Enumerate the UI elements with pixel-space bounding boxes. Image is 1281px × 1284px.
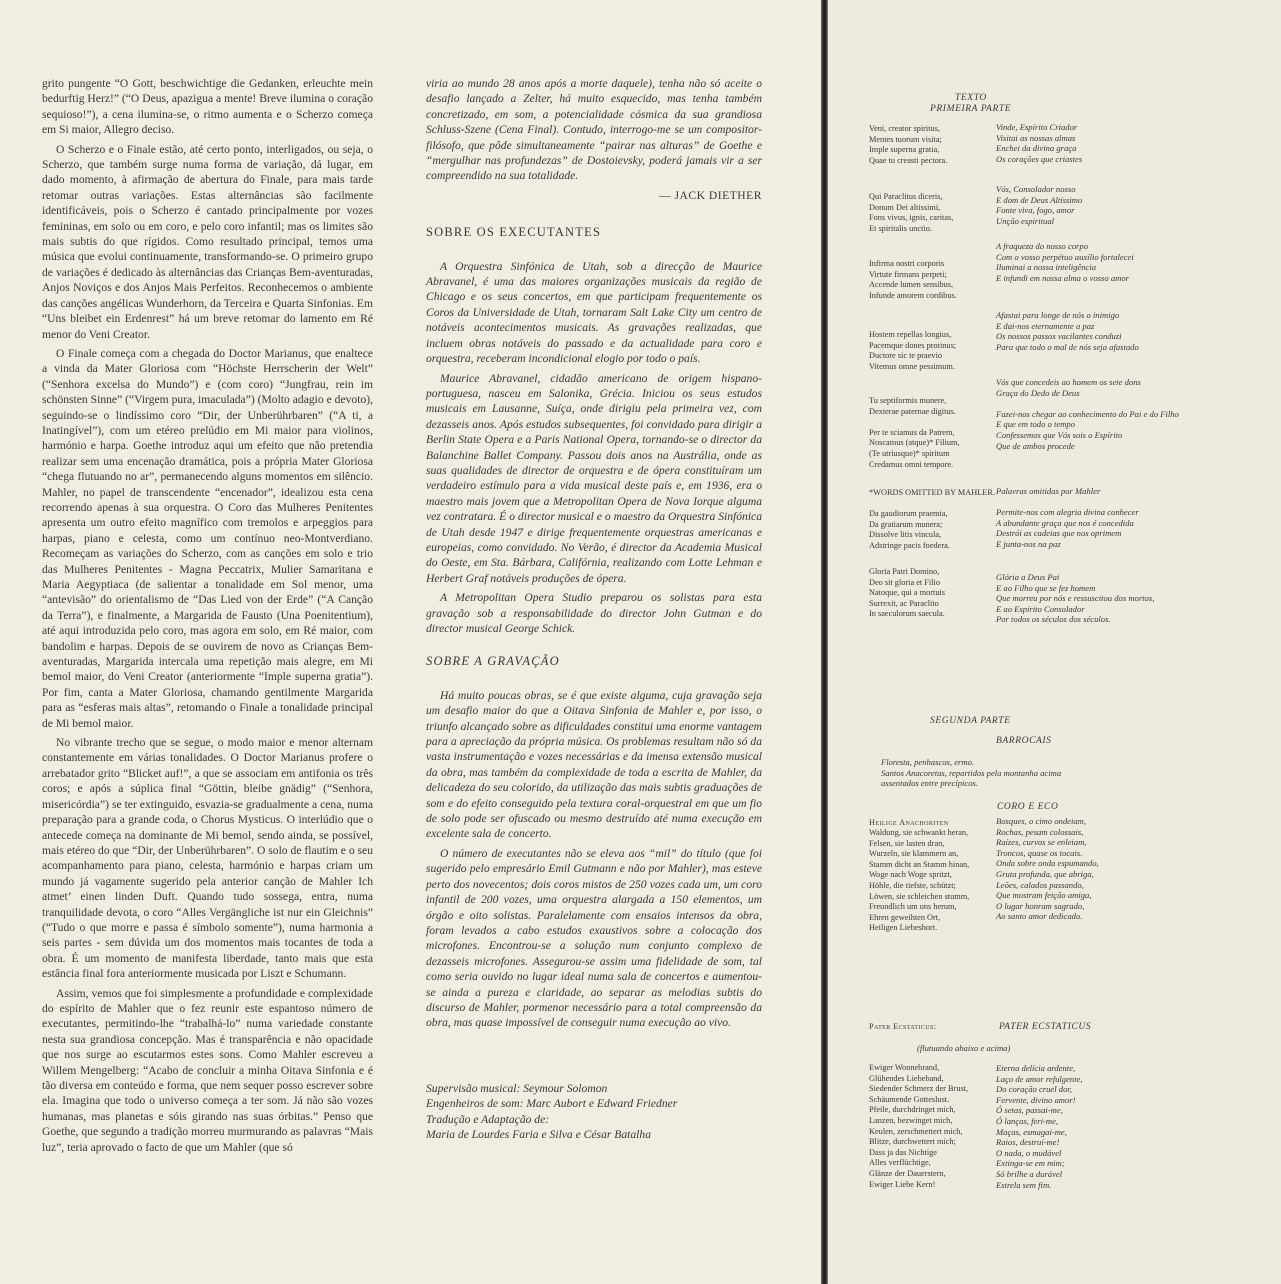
verse-line: Imple superna gratia,: [869, 145, 940, 155]
verse-line: E ao Filho que se fez homem: [996, 582, 1096, 593]
verse-line: Per te sciamus da Patrem,: [869, 427, 955, 437]
verse-line: assentados entre precípicos.: [881, 778, 978, 789]
barrocais-directions: [881, 757, 1121, 789]
heading-texto: TEXTO: [955, 93, 987, 103]
paragraph: O Scherzo e o Finale estão, até certo ponto, interligados, ou seja, o Scherzo, que também surge numa forma de variação, dá lugar, em dado momento, à afirmação de abertura do Finale, para mais tarde retomar outras variações. Estas alternâncias são facilmente identificáveis, pois o Scherzo é cantado principalmente por vozes femininas, em solo ou em coro, e pelo coro infantil; mas os limites são mais subtis do que rígidos. Como resultado principal, temos uma música que evolui continuamente, transformando-se. O primeiro grupo de variações é dedicado às alternâncias das Crianças Bem-aventuradas, Anjos Noviços e dos Anjos Mais Perfeitos. Reconhecemos o ambiente das canções angélicas Wunderhorn, da Terceira e Quarta Sinfonias. Em “Uns bleibet ein Erdenrest” há um breve retomar do lamento em Ré menor do Veni Creator.: [42, 142, 373, 341]
verse-line: Fonte viva, fogo, amor: [996, 205, 1075, 216]
verse-line: Raízes, curvas se enleiam,: [996, 837, 1087, 848]
verse-line: Bosques, o cimo ondeiam,: [996, 816, 1086, 826]
verse-line: Da gratiarum munera;: [869, 519, 943, 529]
verse-line: Afastai para longe de nós o inimigo: [996, 310, 1120, 320]
stanza-port: [996, 184, 1171, 226]
verse-line: Ductore sic te praevio: [869, 351, 943, 361]
verse-line: Eterna delícia ardente,: [996, 1063, 1076, 1073]
verse-line: Noscamus (atque)* Filium,: [869, 438, 960, 448]
verse-line: Alles verflüchtige,: [869, 1158, 931, 1168]
verse-line: Glühendes Liebeband,: [869, 1073, 944, 1083]
verse-line: Gloria Patri Domino,: [869, 567, 940, 576]
verse-line: Glänze der Dauerstern,: [869, 1168, 946, 1178]
paragraph: Assim, vemos que foi simplesmente a profundidade e complexidade do espírito de Mahler que o fez reunir este espantoso número de executantes, permitindo-lhe “trabalhá-lo” numa variedade constante nesta sua grandiosa concepção. Mas é transparência e não opacidade que nos surge ao escutarmos estes sons. Como Mahler escreveu a Willem Mengelberg: “Acabo de concluir a minha Oitava Sinfonia e é tão diversa em conteúdo e forma, que nem sequer posso escrever sobre ela. Imagina que todo o universo começa a ter som. Já não são vozes humanas, mas planetas e sóis girando nas suas órbitas.” Penso que Goethe, que segundo a tradição morreu murmurando as palavras “Mais luz”, teria aprovado o facto de que um Mahler (que só: [42, 986, 373, 1154]
verse-line: [996, 497, 1171, 508]
verse-line: Palavras omitidas por Mahler: [996, 486, 1101, 496]
verse-line: Destrói as cadeias que nos oprimem: [996, 528, 1122, 539]
portuguese-verse: [996, 1063, 1171, 1190]
stanza-latin: [869, 259, 991, 301]
stanza-port: [996, 241, 1171, 283]
stanza-latin: [869, 488, 995, 552]
verse-line: Dexterae paternae digitus.: [869, 406, 956, 416]
verse-line: Infunde amorem cordibus.: [869, 290, 957, 300]
stanza-latin: [869, 396, 991, 470]
verse-line: Blitze, durchwettert mich;: [869, 1137, 956, 1147]
speaker-pater: Pater Ecstaticus:: [869, 1022, 937, 1031]
verse-line: Surrexit, ac Paraclito: [869, 598, 939, 608]
verse-line: Para que todo o mal de nós seja afastado: [996, 341, 1139, 352]
verse-line: Keulen, zerschmettert mich,: [869, 1126, 963, 1136]
verse-line: Natoque, qui a mortuis: [869, 588, 946, 598]
verse-line: Credamus omni tempore.: [869, 459, 954, 469]
verse-line: [869, 499, 991, 510]
paragraph: A Metropolitan Opera Studio preparou os solistas para esta gravação sob a responsabilidade do director John Gutman e do director musical George Schick.: [426, 591, 762, 635]
verse-line: Schäumende Gotteslust.: [869, 1094, 950, 1104]
paragraph: O Finale começa com a chegada do Doctor Marianus, que enaltece a vinda da Mater Gloriosa com “Höchste Herrscherin der Welt” (“Senhora excelsa do Mundo”) e (com coro) “Jungfrau, rein im schönsten Sinne” (“Virgem pura, imaculada”) (Molto adagio e devoto), seguindo-se o lindíssimo coro “Dir, der Unberührbaren” (“A ti, a Inatingível”), com um etéreo prelúdio em Mi maior para violinos, harmónio e harpa. Goethe introduz aqui um efeito que não pretendia realizar sem uma encenação dramática, pois a própria Mater Gloriosa “chega flutuando no ar”, permanecendo alguns momentos em silêncio. Mahler, no papel de transcendente “encenador”, idealizou esta cena recorrendo apenas à sua orquestra. O Coro das Mulheres Penitentes apresenta um outro efeito magnífico com tremolos e arpeggios para harpas, piano e celesta, como um contínuo neo-Montverdiano. Recomeçam as variações do Scherzo, com as canções em solo e trio das Mulheres Penitentes - Magna Peccatrix, Mulier Samaritana e Maria Aegyptiaca (de salientar a tonalidade em Sol menor, uma “antevisão” do orientalismo de “Das Lied von der Erde” (“A Canção da Terra”), e finalmente, a Margarida de Fausto (Una Poenitentium), até aqui introduzida pelo coro, mas agora em solo, em Ré maior, com bandolim e harpas. Depois de se ouvirem de novo as Crianças Bem-aventuradas, Margarida intercala uma repetição mais alegre, em Mi bemol maior, do Veni Creator (anteriormente “Imple superna gratia”). Por fim, canta a Mater Gloriosa, chamando gentilmente Margarida para as “esferas mais altas”, retomando o Finale a tonalidade principal de Mi bemol maior.: [42, 346, 373, 730]
paragraph: Há muito poucas obras, se é que existe alguma, cuja gravação seja um desafio maior do que a Oitava Sinfonia de Mahler e, por isso, o triunfo alcançado sobre as dificuldades constitui uma enorme vantagem para a apreciação da própria música. Os problemas resultam não só da vasta instrumentação e vozes necessárias e da imensa extensão musical da obra, mas também da complexidade de toda a escrita de Mahler, da delicadeza do seu colorido, da utilização das mais subtis graduações de som e do efeito conseguido pela textura coral-orquestral em que um fio de solo pode ser ofuscado ou mesmo destruído até numa execução em excelente sala de concerto.: [426, 688, 762, 841]
verse-line: Santos Anacoretas, repartidos pela montanha acima: [881, 767, 1062, 778]
verse-line: Por todos os séculos dos séculos.: [996, 614, 1111, 625]
verse-line: Os corações que criastes: [996, 153, 1083, 164]
verse-line: E junta-nos na paz: [996, 538, 1061, 549]
stanza-port: [996, 122, 1171, 164]
german-verse: [869, 828, 994, 934]
verse-line: Enchei da divina graça: [996, 143, 1077, 154]
verse-line: Iluminai a nossa inteligência: [996, 262, 1097, 273]
verse-line: Stamm dicht an Stamm hinan,: [869, 859, 970, 869]
page-spine: [821, 0, 828, 1284]
paragraph: grito pungente “O Gott, beschwichtige die Gedanken, erleuchte mein bedurftig Herz!” (“O Deus, apazigua a mente! Breve ilumina o coração sequioso!”), a cena ilumina-se, o ritmo aumenta e o Scherzo começa em Si maior, Allegro deciso.: [42, 77, 373, 137]
stanza-port: [996, 377, 1179, 451]
verse-line: Ewiger Liebe Kern!: [869, 1179, 936, 1189]
stanza-latin: [869, 124, 991, 166]
verse-line: Siedender Schmerz der Brust,: [869, 1084, 969, 1094]
verse-line: Glória a Deus Pai: [996, 572, 1060, 582]
credit-translators: Maria de Lourdes Faria e Silva e César Batalha: [426, 1127, 651, 1141]
verse-line: [869, 417, 991, 428]
verse-line: Donum Dei altissimi,: [869, 202, 941, 212]
author-signature: — JACK DIETHER: [659, 188, 762, 202]
verse-line: Ewiger Wonnebrand,: [869, 1063, 940, 1072]
verse-line: Laço de amor refulgente,: [996, 1073, 1083, 1084]
verse-line: Pfeile, durchdringet mich,: [869, 1105, 956, 1115]
verse-line: Leões, calados passando,: [996, 879, 1084, 890]
heading-segunda-parte: SEGUNDA PARTE: [930, 716, 1011, 726]
portuguese-verse: [996, 816, 1171, 922]
verse-line: Heiligen Liebeshort.: [869, 923, 938, 933]
paragraph: O número de executantes não se eleva aos “mil” do título (que foi sugerido pelo empresário Emil Gutmann e não por Mahler), mas esteve perto dos novecentos; dois coros mistos de 250 vozes cada um, um coro infantil de 200 vozes, uma orquestra alargada a 150 elementos, um órgão e oito solistas. Paralelamente com ensaios intensos da obra, foram levados a cabo estudos exaustivos sobre a colocação dos microfones. Encontrou-se a solução num conjunto complexo de dezasseis microfones. Assegurou-se assim uma fidelidade de som, tal como seria ouvido no lugar ideal numa sala de concertos e aumentou-se ainda a pureza e claridade, ao separar as melodias subtis do discurso de Mahler, pormenor necessário para a total compreensão da obra, mas quase impossível de conseguir numa execução ao vivo.: [426, 846, 762, 1030]
paragraph: viria ao mundo 28 anos após a morte daquele), tenha não só aceite o desafio lançado a Zelter, há muito esquecido, mas tenha também concretizado, em som, a potencialidade cósmica da sua grandiosa Schluss-Szene (Cena Final). Contudo, interrogo-me se um compositor-filósofo, que pôde simultaneamente “pairar nas alturas” de Goethe e “mergulhar nas profundezas” de Dostoievsky, poderá jamais vir a ser compreendido na sua totalidade.: [426, 77, 762, 183]
verse-line: O lugar honram sagrado,: [996, 900, 1085, 911]
verse-line: Quae tu creasti pectora.: [869, 155, 948, 165]
verse-line: Fons vivus, ignis, caritas,: [869, 213, 954, 223]
verse-line: Floresta, penhascos, ermo.: [881, 757, 975, 767]
verse-line: Que mostram feição amiga,: [996, 890, 1092, 901]
pater-direction: (flutuando abaixo e acima): [917, 1043, 1011, 1053]
verse-line: Rochas, pesam colossais,: [996, 826, 1084, 837]
verse-line: *WORDS OMITTED BY MAHLER.: [869, 488, 995, 497]
verse-line: Da gaudiorum praemia,: [869, 509, 948, 519]
verse-line: Graça do Dedo de Deus: [996, 387, 1080, 398]
german-verse: [869, 1063, 994, 1190]
verse-line: Deo sit gloria et Filio: [869, 577, 940, 587]
verse-line: Ao santo amor dedicado.: [996, 911, 1083, 922]
credit-supervision: Supervisão musical: Seymour Solomon: [426, 1081, 608, 1095]
verse-line: Vinde, Espírito Criador: [996, 122, 1078, 132]
verse-line: Troncos, quase os tocais.: [996, 847, 1083, 858]
paragraph: No vibrante trecho que se segue, o modo maior e menor alternam constantemente em várias tonalidades. O Doctor Marianus profere o arrebatador grito “Blicket auf!”, a que se associam em antifonia os três coros; e após a súplica final “Göttin, bleibe gnädig” (“Senhora, misericórdia”) se ter extinguido, esvazia-se gradualmente a cena, numa preparação para a grande coda, o Chorus Mysticus. O interlúdio que o antecede começa na dominante de Mi bemol, sendo ainda, se possível, mais etéreo do que “Dir, der Unberührbaren”. O solo de flautim e o seu acompanhamento para piano, celesta, harmónio e harpas criam um mundo já vagamente sugerido pela anterior canção de Mahler Ich atmet’ einen linden Duft. Quando tudo sossega, entra, numa tranquilidade devota, o coro “Alles Vergängliche ist nur ein Gleichnis” (“Tudo o que morre e passa é símbolo somente”), numa harmonia a seis partes - sem dúvida um dos momentos mais tocantes de toda a obra. É um momento de manifesta liberdade, tanto mais que esta estância final fora anteriormente musicada por Liszt e Schumann.: [42, 736, 373, 981]
stanza-latin: [869, 330, 991, 372]
verse-line: Fazei-nos chegar ao conhecimento do Pai e do Filho: [996, 408, 1179, 419]
verse-line: Wurzeln, sie klammern an,: [869, 849, 959, 859]
verse-line: A fraqueza do nosso corpo: [996, 241, 1088, 251]
verse-line: [996, 398, 1171, 409]
column-a: [42, 76, 373, 1159]
verse-line: Estrela sem fim.: [996, 1179, 1052, 1190]
verse-line: Et spiritalis unctio.: [869, 223, 932, 233]
verse-line: O nada, o mudável: [996, 1147, 1062, 1158]
verse-line: Höhle, die tiefste, schützt;: [869, 880, 956, 890]
verse-line: E dom de Deus Altíssimo: [996, 194, 1083, 205]
verse-line: Mentes tuorum visita;: [869, 134, 942, 144]
verse-line: Raios, destruí-me!: [996, 1137, 1060, 1148]
verse-line: Woge nach Woge spritzt,: [869, 870, 952, 880]
verse-line: Dissolve litis vincula,: [869, 530, 942, 540]
verse-line: E que em todo o tempo: [996, 419, 1075, 430]
stanza-port: [996, 486, 1171, 550]
verse-line: Accende lumen sensibus,: [869, 280, 954, 290]
verse-line: Qui Paraclitus diceris,: [869, 192, 943, 201]
verse-line: Do coração cruel dor,: [996, 1084, 1072, 1095]
verse-line: Ó setas, passai-me,: [996, 1105, 1063, 1116]
verse-line: Que morreu por nós e ressuscitou dos mortos,: [996, 593, 1155, 604]
stanza-latin: [869, 192, 991, 234]
verse-line: Lanzen, bezwinget mich,: [869, 1115, 953, 1125]
verse-line: Hostem repellas longius,: [869, 330, 952, 339]
verse-line: Confessemos que Vós sois o Espírito: [996, 429, 1123, 440]
verse-line: E ao Espírito Consolador: [996, 603, 1085, 614]
verse-line: Dass ja das Nichtige: [869, 1147, 937, 1157]
verse-line: Waldung, sie schwankt heran,: [869, 828, 969, 837]
verse-line: In saeculorum saecula.: [869, 609, 945, 619]
heading-barrocais: BARROCAIS: [996, 736, 1052, 746]
credits: [426, 1081, 762, 1143]
verse-line: Permite-nos com alegria divina conhecer: [996, 507, 1139, 518]
credit-engineers: Engenheiros de som: Marc Aubort e Edward Friedner: [426, 1097, 678, 1111]
verse-line: Vós, Consolador nosso: [996, 184, 1076, 194]
stanza-port: [996, 572, 1171, 625]
verse-line: Infirma nostri corporis: [869, 259, 945, 268]
section-heading-executantes: SOBRE OS EXECUTANTES: [426, 225, 602, 240]
paragraph: A Orquestra Sinfónica de Utah, sob a direcção de Maurice Abravanel, é uma das maiores organizações musicais da região de Chicago e os seus concertos, em que participam frequentemente os Coros da Universidade de Utah, tornaram Salt Lake City um centro de notáveis acontecimentos musicais. As gravações realizadas, que incluem obras notáveis do passado e da actualidade para coro e orquestra, receberam incondicional elogio por todo o país.: [426, 259, 762, 366]
paragraph: Maurice Abravanel, cidadão americano de origem hispano-portuguesa, nasceu em Salonika, Grécia. Iniciou os seus estudos musicais em Lausanne, Suíça, onde dirigiu pela primeira vez, com dezasseis anos. Após estudos subsequentes, foi convidado para dirigir a Berlin State Opera e a Paris National Opera, tornando-se o director da Balanchine Ballet Company. Passou dois anos na Austrália, onde as suas qualidades de director de orquestra e de ópera constituíram um verdadeiro estímulo para a vida musical deste país e, em 1936, era o maestro mais jovem que a Metropolitan Opera de Nova Iorque alguma vez contratara. É o director musical e o maestro da Orquestra Sinfónica de Utah desde 1947 e dirige frequentemente orquestras americanas e europeias, como convidado. No Verão, é director da Academia Musical do Oeste, em Sta. Bárbara, Califórnia, realizando com Lotte Lehman e Herbert Graf notáveis produções de ópera.: [426, 371, 762, 585]
verse-line: Pacemque dones protinus;: [869, 340, 957, 350]
verse-line: Löwen, sie schleichen stumm,: [869, 891, 970, 901]
verse-line: E infundi em nossa alma o vosso amor: [996, 272, 1129, 283]
verse-line: Tu septiformis munere,: [869, 396, 947, 405]
verse-line: Gruta profunda, que abriga,: [996, 868, 1094, 879]
verse-line: Vitemus omne pessimum.: [869, 361, 955, 371]
verse-line: (Te utriusque)* spiritum: [869, 448, 950, 458]
verse-line: Vós que concedeis ao homem os sete dons: [996, 377, 1141, 387]
verse-line: E dai-nos eternamente a paz: [996, 320, 1095, 331]
verse-line: Com o vosso perpétuo auxílio fortalecei: [996, 251, 1134, 262]
verse-line: Ehren geweihten Ort,: [869, 912, 941, 922]
verse-line: Fervente, divino amor!: [996, 1094, 1076, 1105]
stanza-port: [996, 310, 1171, 352]
verse-line: Unção espiritual: [996, 215, 1055, 226]
verse-line: Felsen, sie lasten dran,: [869, 838, 945, 848]
verse-line: Onda sobre onda espumando,: [996, 858, 1099, 869]
verse-line: A abundante graça que nos é concedida: [996, 517, 1134, 528]
verse-line: Maças, esmagai-me,: [996, 1126, 1067, 1137]
section-heading-gravacao: SOBRE A GRAVAÇÃO: [426, 654, 560, 669]
verse-line: Visitai as nossas almas: [996, 132, 1076, 143]
verse-line: Adstringe pacis foedera.: [869, 540, 950, 550]
credit-translation-label: Tradução e Adaptação de:: [426, 1112, 550, 1126]
speaker-heilige: Heilige Anachoriten: [869, 818, 949, 827]
verse-line: Que de ambos procede: [996, 440, 1075, 451]
verse-line: Freundlich um uns herum,: [869, 902, 957, 912]
verse-line: Virtute firmans perpeti;: [869, 269, 947, 279]
verse-line: Os nossos passos vacilantes conduzi: [996, 331, 1122, 342]
verse-line: Ó lanças, feri-me,: [996, 1115, 1059, 1126]
column-b: [426, 76, 762, 1142]
stanza-latin: [869, 567, 991, 620]
verse-line: Só brilhe a durável: [996, 1168, 1063, 1179]
heading-pater-ecstaticus: PATER ECSTATICUS: [999, 1022, 1092, 1032]
verse-line: Extinga-se em mim;: [996, 1158, 1065, 1169]
heading-coro-e-eco: CORO E ECO: [997, 802, 1059, 812]
verse-line: Veni, creator spiritus,: [869, 124, 940, 133]
heading-primeira-parte: PRIMEIRA PARTE: [930, 104, 1012, 114]
